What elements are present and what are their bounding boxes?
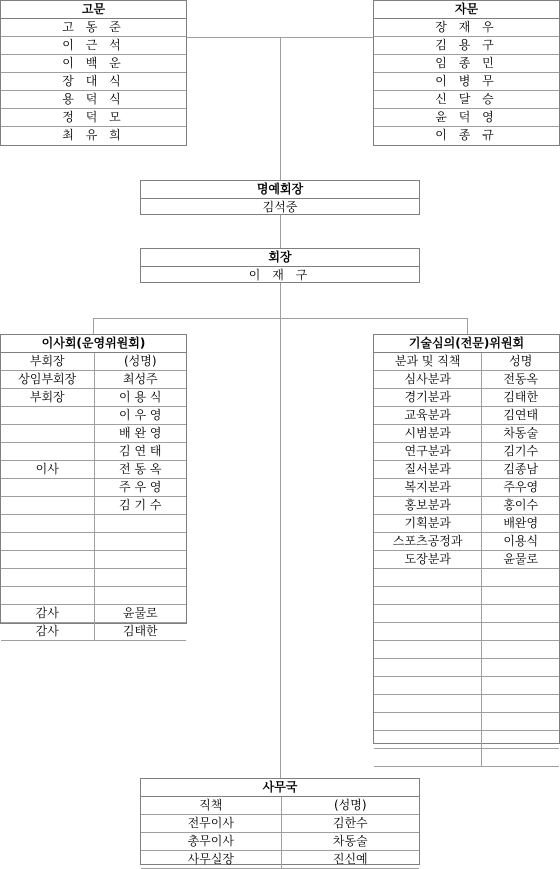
connector-board-drop — [93, 318, 94, 334]
table-row — [374, 389, 559, 407]
name-cell: 차동술 — [482, 425, 559, 443]
name-cell: 최성주 — [95, 371, 187, 389]
role-cell: 전무이사 — [141, 815, 282, 833]
tech-committee-rows — [374, 371, 559, 767]
role-cell — [374, 659, 482, 677]
table-row — [374, 551, 559, 569]
name-cell: 이용식 — [482, 533, 559, 551]
table-row — [374, 605, 559, 623]
table-row — [1, 443, 186, 461]
table-row — [374, 407, 559, 425]
name-row: 임 종 민 — [374, 55, 559, 73]
tech-header-division: 분과 및 직책 — [374, 353, 482, 371]
connector-committees — [93, 318, 467, 319]
role-cell — [374, 587, 482, 605]
table-row — [374, 677, 559, 695]
name-cell: 윤물로 — [95, 605, 187, 623]
name-cell — [482, 569, 559, 587]
chair-box — [140, 248, 420, 283]
name-row: 고 동 준 — [1, 19, 186, 37]
role-cell — [1, 497, 95, 515]
name-cell: 김한수 — [282, 815, 420, 833]
name-cell: 김 연 태 — [95, 443, 187, 461]
chair-title: 회장 — [141, 249, 419, 267]
name-cell — [95, 533, 187, 551]
table-row — [1, 425, 186, 443]
table-row — [1, 623, 186, 641]
name-cell: 이 우 영 — [95, 407, 187, 425]
table-row — [1, 551, 186, 569]
table-row — [374, 371, 559, 389]
role-cell — [374, 713, 482, 731]
role-cell: 상임부회장 — [1, 371, 95, 389]
name-row: 이 병 무 — [374, 73, 559, 91]
connector-honorary-chair — [280, 214, 281, 248]
table-row — [1, 569, 186, 587]
role-cell: 홍보분과 — [374, 497, 482, 515]
table-row — [1, 515, 186, 533]
name-cell: 진신예 — [282, 851, 420, 869]
name-cell — [482, 731, 559, 749]
tech-committee-title: 기술심의(전문)위원회 — [374, 335, 559, 353]
connector-tech-drop — [467, 318, 468, 334]
role-cell: 복지분과 — [374, 479, 482, 497]
counsel-box — [373, 0, 560, 146]
table-row — [1, 587, 186, 605]
table-row — [1, 533, 186, 551]
board-box — [0, 334, 187, 638]
name-cell: 주우영 — [482, 479, 559, 497]
role-cell: 감사 — [1, 623, 95, 641]
role-cell: 총무이사 — [141, 833, 282, 851]
table-row — [141, 851, 419, 869]
name-row: 이 근 석 — [1, 37, 186, 55]
honorary-chair-name: 김석중 — [262, 200, 298, 214]
name-cell: 배 완 영 — [95, 425, 187, 443]
role-cell — [1, 587, 95, 605]
counsel-list — [374, 19, 559, 144]
role-cell: 감사 — [1, 605, 95, 623]
board-title: 이사회(운영위원회) — [1, 335, 186, 353]
role-cell — [374, 749, 482, 767]
table-row — [374, 515, 559, 533]
table-row — [374, 749, 559, 767]
role-cell: 부회장 — [1, 389, 95, 407]
secretariat-rows — [141, 815, 419, 869]
table-row — [1, 461, 186, 479]
role-cell — [1, 533, 95, 551]
role-cell — [374, 731, 482, 749]
table-row — [1, 371, 186, 389]
name-cell: 김 기 수 — [95, 497, 187, 515]
secretariat-header-name: (성명) — [282, 797, 420, 815]
advisors-list — [1, 19, 186, 144]
secretariat-title: 사무국 — [141, 779, 419, 797]
honorary-chair-title: 명예회장 — [141, 181, 419, 199]
name-cell — [482, 641, 559, 659]
table-row — [374, 443, 559, 461]
name-row: 김 용 구 — [374, 37, 559, 55]
role-cell — [1, 479, 95, 497]
secretariat-header — [141, 797, 419, 815]
name-row: 장 대 식 — [1, 73, 186, 91]
role-cell — [1, 443, 95, 461]
table-row — [374, 569, 559, 587]
name-cell: 홍이수 — [482, 497, 559, 515]
role-cell — [1, 407, 95, 425]
role-cell: 도장분과 — [374, 551, 482, 569]
name-row: 이 종 규 — [435, 128, 498, 142]
table-row — [374, 497, 559, 515]
name-cell: 이 용 식 — [95, 389, 187, 407]
board-header — [1, 353, 186, 371]
role-cell: 사무실장 — [141, 851, 282, 869]
table-row — [374, 731, 559, 749]
name-cell — [482, 659, 559, 677]
table-row — [1, 407, 186, 425]
counsel-title: 자문 — [374, 1, 559, 19]
secretariat-box — [140, 778, 420, 865]
name-row: 용 덕 식 — [1, 91, 186, 109]
role-cell — [374, 695, 482, 713]
advisors-box — [0, 0, 187, 146]
table-row — [1, 389, 186, 407]
table-row — [141, 833, 419, 851]
name-row: 윤 덕 영 — [374, 109, 559, 127]
name-cell: 김기수 — [482, 443, 559, 461]
name-cell — [482, 713, 559, 731]
role-cell — [1, 569, 95, 587]
name-cell: 김연태 — [482, 407, 559, 425]
name-row: 장 재 우 — [374, 19, 559, 37]
table-row — [1, 497, 186, 515]
board-rows — [1, 371, 186, 641]
name-cell — [482, 623, 559, 641]
table-row — [374, 587, 559, 605]
name-cell: 김태한 — [95, 623, 187, 641]
role-cell — [374, 605, 482, 623]
table-row — [374, 713, 559, 731]
role-cell: 시범분과 — [374, 425, 482, 443]
name-cell — [482, 749, 559, 767]
name-cell — [482, 695, 559, 713]
name-cell: 김종남 — [482, 461, 559, 479]
tech-committee-header — [374, 353, 559, 371]
board-header-name: (성명) — [95, 353, 187, 371]
role-cell: 연구분과 — [374, 443, 482, 461]
table-row — [374, 659, 559, 677]
name-row: 이 백 운 — [1, 55, 186, 73]
table-row — [374, 479, 559, 497]
honorary-chair-box — [140, 180, 420, 215]
table-row — [374, 695, 559, 713]
role-cell — [374, 569, 482, 587]
name-cell — [95, 569, 187, 587]
table-row — [1, 605, 186, 623]
name-cell — [482, 677, 559, 695]
tech-header-name: 성명 — [482, 353, 559, 371]
name-row: 최 유 희 — [62, 128, 125, 142]
role-cell — [374, 677, 482, 695]
role-cell — [1, 515, 95, 533]
name-cell: 주 우 영 — [95, 479, 187, 497]
role-cell: 교육분과 — [374, 407, 482, 425]
advisors-title: 고문 — [1, 1, 186, 19]
role-cell: 심사분과 — [374, 371, 482, 389]
name-cell: 윤물로 — [482, 551, 559, 569]
role-cell — [374, 623, 482, 641]
secretariat-header-role: 직책 — [141, 797, 282, 815]
table-row — [374, 533, 559, 551]
role-cell: 기획분과 — [374, 515, 482, 533]
board-header-role: 부회장 — [1, 353, 95, 371]
role-cell: 스포츠공정과 — [374, 533, 482, 551]
role-cell — [1, 551, 95, 569]
name-cell: 배완영 — [482, 515, 559, 533]
name-cell — [95, 515, 187, 533]
role-cell: 경기분과 — [374, 389, 482, 407]
name-cell: 전 동 옥 — [95, 461, 187, 479]
role-cell: 이사 — [1, 461, 95, 479]
role-cell — [1, 425, 95, 443]
name-cell — [482, 587, 559, 605]
connector-chair-down — [280, 282, 281, 778]
table-row — [374, 641, 559, 659]
name-row: 정 덕 모 — [1, 109, 186, 127]
name-cell — [95, 551, 187, 569]
name-row: 신 달 승 — [374, 91, 559, 109]
table-row — [374, 461, 559, 479]
name-cell: 전동옥 — [482, 371, 559, 389]
connector-vertical-top — [280, 37, 281, 180]
table-row — [374, 425, 559, 443]
role-cell: 질서분과 — [374, 461, 482, 479]
table-row — [374, 623, 559, 641]
name-cell: 차동술 — [282, 833, 420, 851]
name-cell — [95, 587, 187, 605]
name-cell — [482, 605, 559, 623]
table-row — [141, 815, 419, 833]
chair-name: 이 재 구 — [248, 268, 312, 282]
name-cell: 김태한 — [482, 389, 559, 407]
table-row — [1, 479, 186, 497]
role-cell — [374, 641, 482, 659]
tech-committee-box — [373, 334, 560, 744]
